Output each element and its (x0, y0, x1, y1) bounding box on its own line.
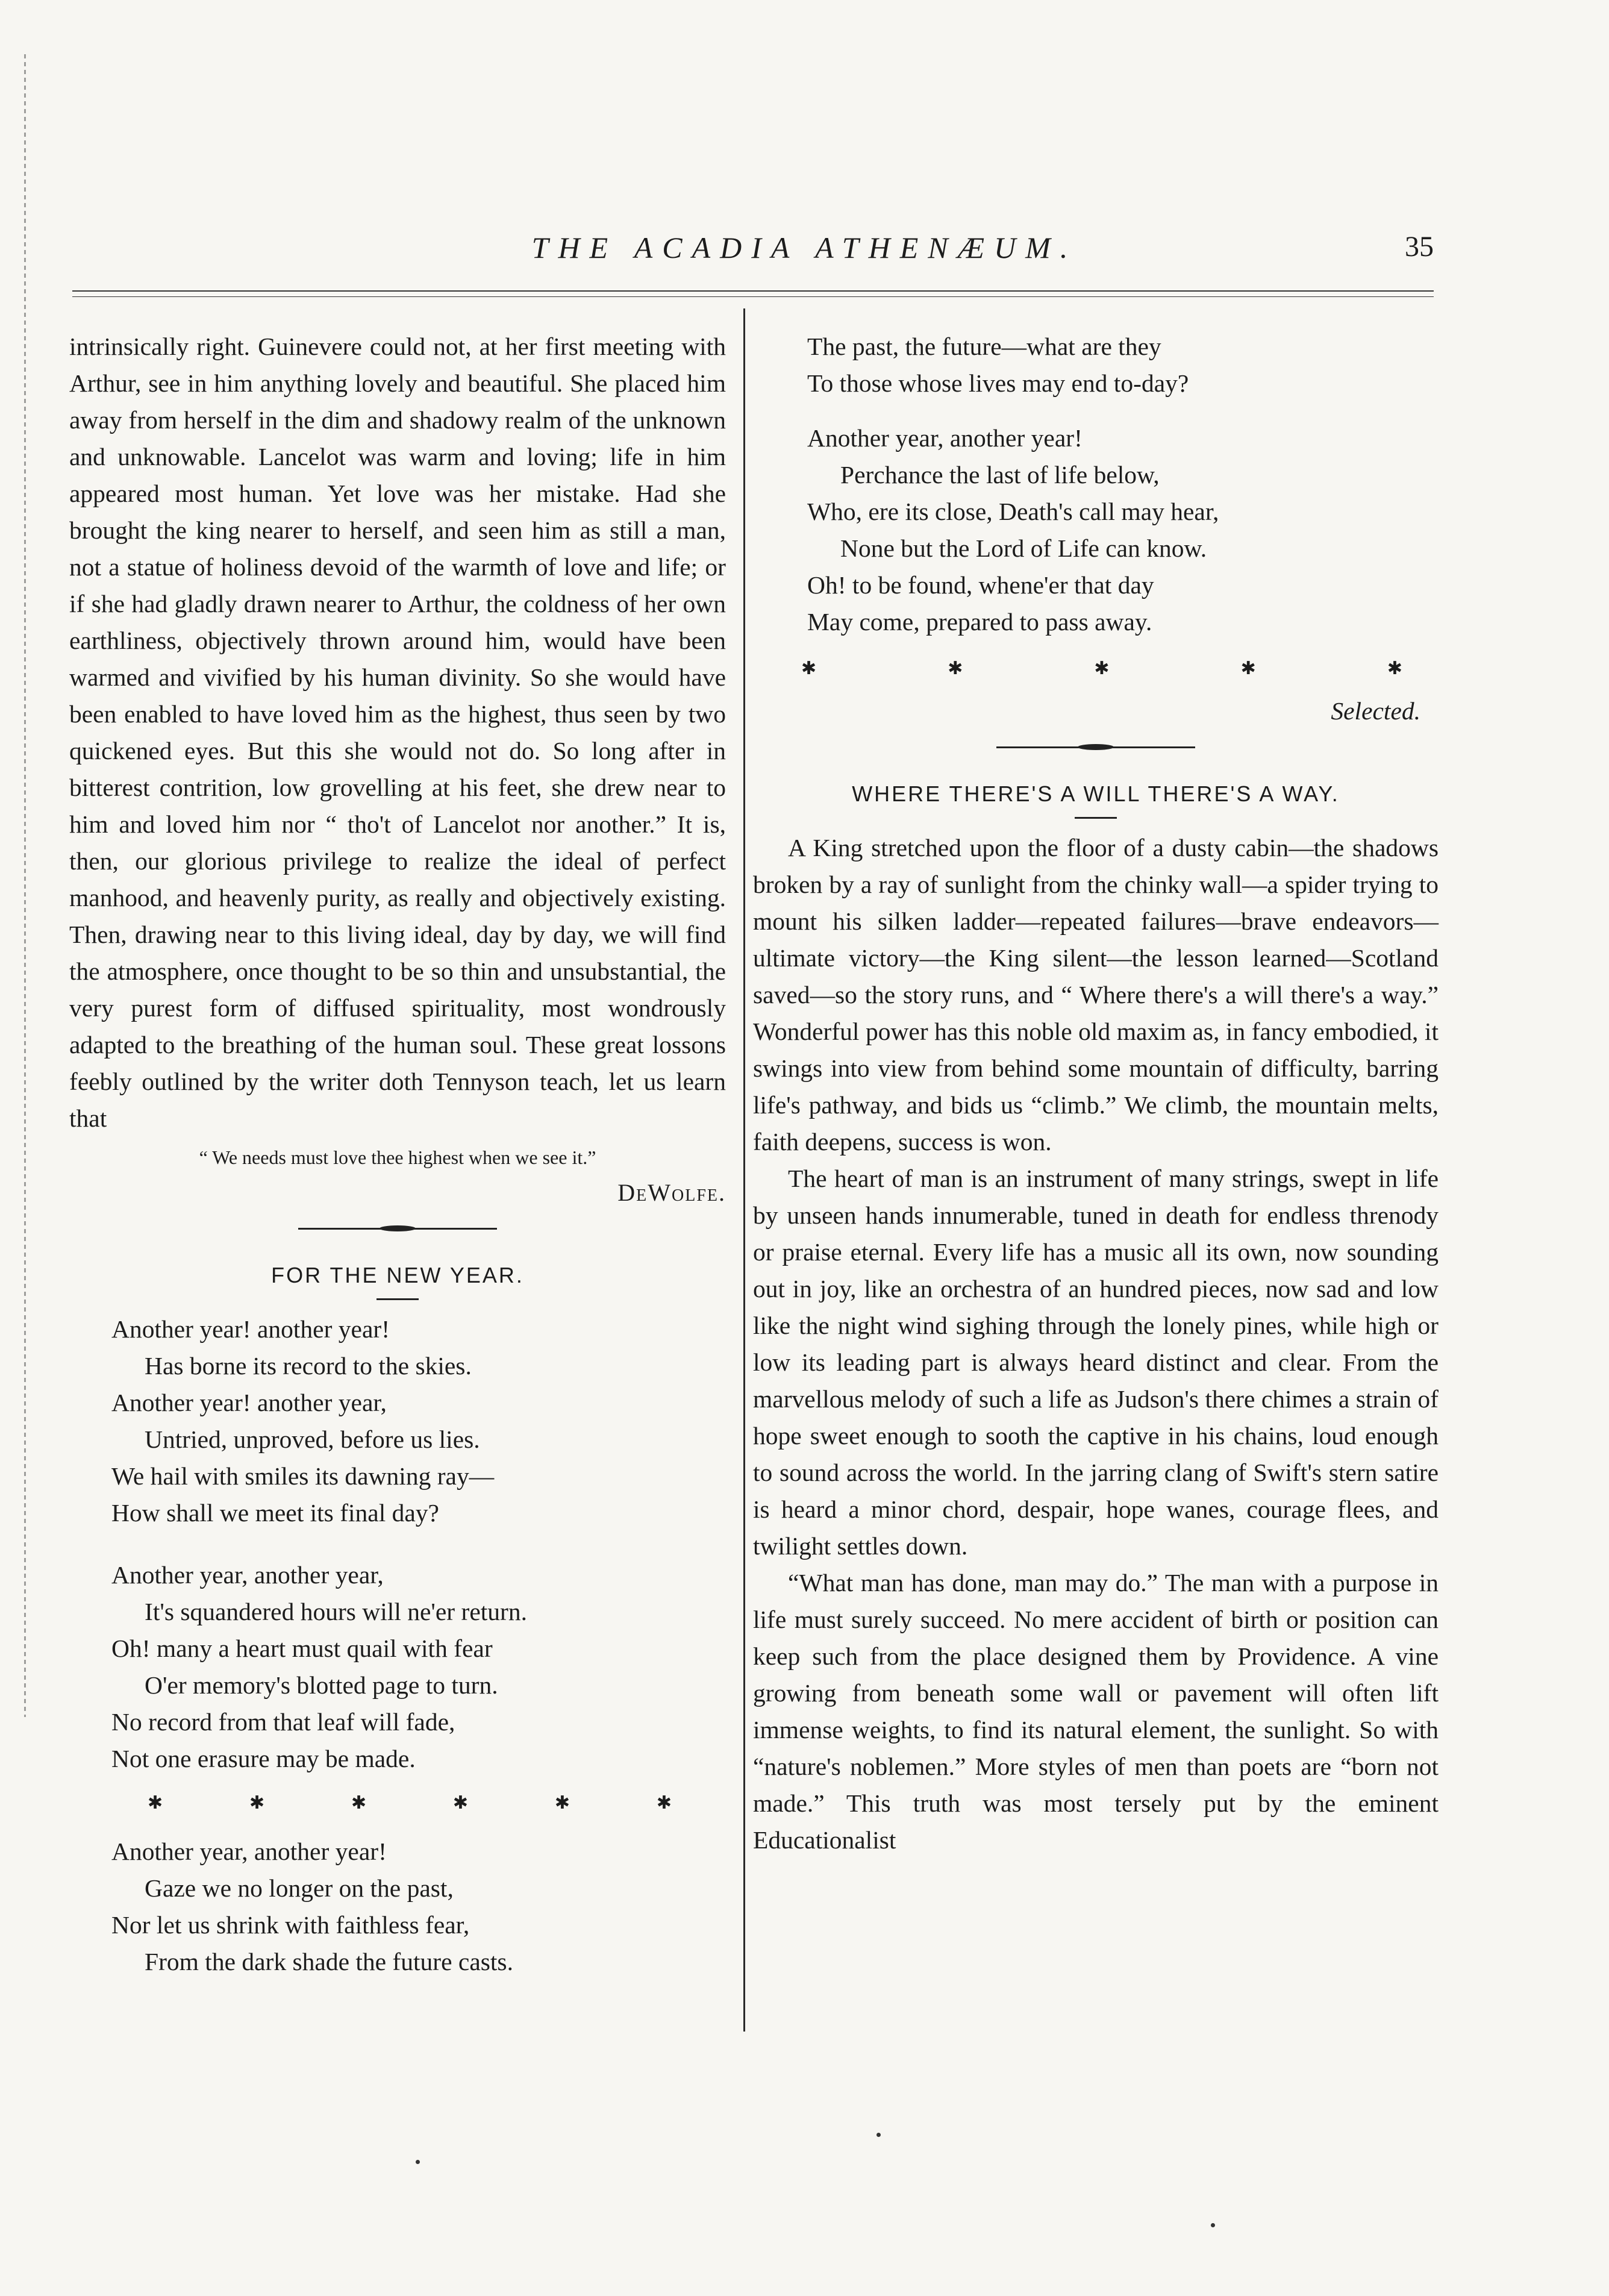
ink-speck (1211, 2223, 1215, 2227)
poem-for-the-new-year (111, 1311, 726, 1980)
poem-stanza (111, 1833, 726, 1980)
poem-stanza (807, 420, 1439, 640)
section-divider (753, 730, 1439, 763)
article-heading: WHERE THERE'S A WILL THERE'S A WAY. (852, 781, 1340, 806)
article-paragraph: A King stretched upon the floor of a dusty cabin—the shadows broken by a ray of sunlight from the chinky wall—a spider trying to mount his silken ladder—repeated failures—brave endeavors—ultimate victory—the King silent—the lesson learned—Scotland saved—so the story runs, and “ Where there's a will there's a way.” Wonderful power has this noble old maxim as, in fancy embodied, it swings into view from behind some mountain of difficulty, barring life's pathway, and bids us “climb.” We climb, the mountain melts, faith deepens, success is won. (753, 834, 1439, 1156)
poem-line: Another year! another year, (111, 1389, 387, 1416)
header-rule-top (72, 290, 1434, 292)
poem-line: Not one erasure may be made. (111, 1745, 416, 1772)
poem-line: No record from that leaf will fade, (111, 1708, 455, 1736)
poem-line: Oh! to be found, whene'er that day (807, 571, 1154, 599)
left-column (69, 328, 726, 1980)
poem-line: Another year, another year, (111, 1561, 384, 1589)
running-header-title: THE ACADIA ATHENÆUM. (531, 231, 1078, 264)
poem-stanza (807, 328, 1439, 402)
right-column (753, 328, 1439, 1859)
poem-line: Another year, another year! (807, 424, 1083, 452)
epigraph-quote: “ We needs must love thee highest when we see it.” (199, 1146, 596, 1168)
poem-line: From the dark shade the future casts. (145, 1948, 513, 1975)
poem-heading: FOR THE NEW YEAR. (271, 1263, 524, 1287)
poem-line: Has borne its record to the skies. (145, 1352, 472, 1380)
poem-line: Another year! another year! (111, 1315, 390, 1343)
article-paragraph: “What man has done, man may do.” The man with a purpose in life must surely succeed. No mere accident of birth or position can keep such from the place designed them by Providence. A vine growing from beneath some wall or pavement will often lift immense weights, to find its natural element, the sunlight. So with “nature's noblemen.” More styles of men than poets are “born not made.” This truth was most tersely put by the eminent Educationalist (753, 1569, 1439, 1854)
poem-line: None but the Lord of Life can know. (840, 534, 1207, 562)
author-signature: DeWolfe. (617, 1179, 726, 1206)
poem-stanza (111, 1557, 726, 1777)
header-rule-bottom (72, 296, 1434, 297)
essay-paragraph: intrinsically right. Guinevere could not, at her first meeting with Arthur, see in him anything lovely and beautiful. She placed him away from herself in the dim and shadowy realm of the unknown and unknowable. Lancelot was warm and loving; life in him appeared most human. Yet love was her mistake. Had she brought the king nearer to herself, and seen him as still a man, not a statue of holiness devoid of the warmth of love and life; or if she had gladly drawn nearer to Arthur, the coldness of her own earthliness, objectively thrown around him, would have been warmed and vivified by his human divinity. So she would have been enabled to have loved him as the highest, thus seen by two quickened eyes. But this she would not do. So long after in bitterest contrition, low grovelling at his feet, she drew near to him and loved him nor “ tho't of Lancelot nor another.” It is, then, our glorious privilege to realize the ideal of perfect manhood, and heavenly purity, as really and objectively existing. Then, drawing near to this living ideal, day by day, we will find the atmosphere, once thought to be so thin and unsubstantial, the very purest form of diffused spirituality, most wondrously adapted to the breathing of the human soul. These great lossons feebly outlined by the writer doth Tennyson teach, let us learn that (69, 333, 726, 1132)
poem-line: Another year, another year! (111, 1838, 387, 1865)
section-divider (69, 1211, 726, 1245)
poem-continuation (807, 328, 1439, 640)
page-number: 35 (1405, 231, 1434, 263)
poem-line: Untried, unproved, before us lies. (145, 1425, 480, 1453)
poem-stanza (111, 1311, 726, 1531)
ornamental-stars: ✱ ✱ ✱ ✱ ✱ (801, 658, 1402, 678)
poem-line: Oh! many a heart must quail with fear (111, 1634, 493, 1662)
poem-line: It's squandered hours will ne'er return. (145, 1598, 527, 1625)
ink-speck (876, 2133, 881, 2137)
poem-line: O'er memory's blotted page to turn. (145, 1671, 498, 1699)
poem-line: We hail with smiles its dawning ray— (111, 1462, 495, 1490)
ornamental-stars: ✱ ✱ ✱ ✱ ✱ ✱ (148, 1793, 672, 1813)
poem-line: The past, the future—what are they (807, 333, 1161, 360)
poem-line: Gaze we no longer on the past, (145, 1874, 454, 1902)
poem-line: May come, prepared to pass away. (807, 608, 1152, 636)
poem-line: How shall we meet its final day? (111, 1499, 439, 1527)
heading-underline (376, 1298, 419, 1300)
heading-underline (1075, 817, 1117, 819)
column-divider (743, 308, 745, 2032)
ink-speck (416, 2160, 420, 2164)
poem-line: Perchance the last of life below, (840, 461, 1160, 489)
poem-line: Nor let us shrink with faithless fear, (111, 1911, 470, 1939)
article-paragraph: The heart of man is an instrument of many strings, swept in life by unseen hands innumerable, tuned in death for endless threnody or praise eternal. Every life has a music all its own, now sounding out in joy, like an orchestra of an hundred pieces, now sad and low like the night wind sighing through the lonely pines, while high or low its leading part is always heard distinct and clear. From the marvellous melody of such a life as Judson's there chimes a strain of hope sweet enough to sooth the captive in his chains, loud enough to sound across the world. In the jarring clang of Swift's stern satire is heard a minor chord, despair, hope wanes, courage flees, and twilight settles down. (753, 1165, 1439, 1560)
binding-margin-rule (24, 54, 26, 1717)
poem-line: To those whose lives may end to-day? (807, 369, 1189, 397)
selected-attribution: Selected. (1331, 697, 1420, 725)
poem-line: Who, ere its close, Death's call may hear, (807, 498, 1219, 525)
